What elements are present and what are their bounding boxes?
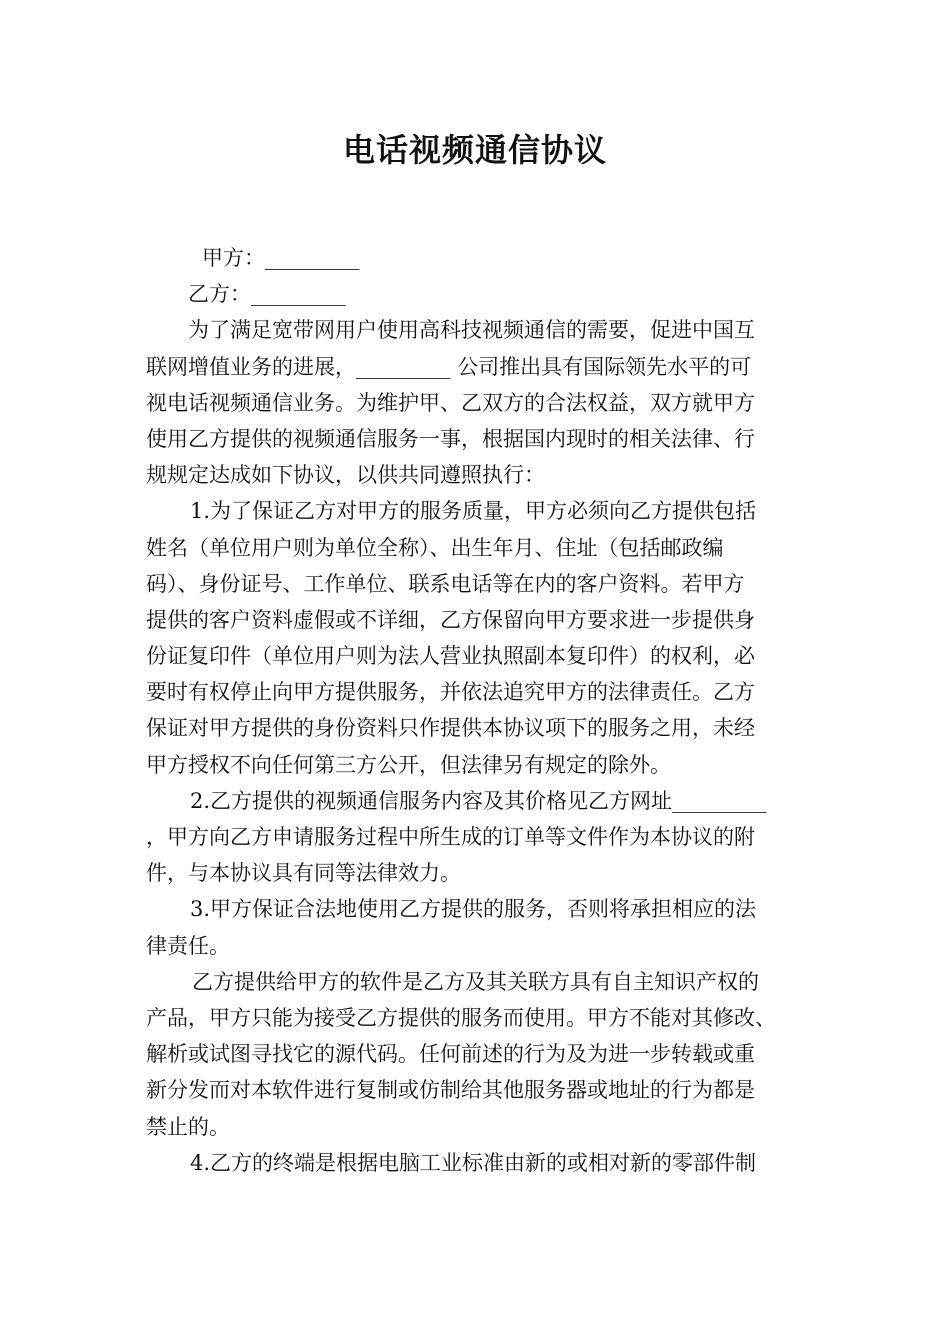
paragraph-line: 使用乙方提供的视频通信服务一事，根据国内现时的相关法律、行	[146, 426, 755, 451]
paragraph-line: 姓名（单位用户则为单位全称）、出生年月、住址（包括邮政编	[146, 535, 724, 560]
paragraph-line: 新分发而对本软件进行复制或仿制给其他服务器或地址的行为都是	[146, 1078, 755, 1103]
paragraph-line: 保证对甲方提供的身份资料只作提供本协议项下的服务之用，未经	[146, 716, 755, 741]
document-body	[146, 240, 810, 1181]
clause-2-line: 2.乙方提供的视频通信服务内容及其价格见乙方网址_________	[190, 788, 767, 813]
paragraph-line: 律责任。	[146, 933, 230, 958]
paragraph-line: 件，与本协议具有同等法律效力。	[146, 861, 461, 886]
paragraph-line: 规规定达成如下协议，以供共同遵照执行：	[146, 463, 545, 488]
paragraph-line: 份证复印件（单位用户则为法人营业执照副本复印件）的权利，必	[146, 644, 755, 669]
party-a-line: 甲方：_________	[202, 246, 360, 270]
clause-4-line: 4.乙方的终端是根据电脑工业标准由新的或相对新的零部件制	[190, 1150, 757, 1175]
paragraph-line: 码）、身份证号、工作单位、联系电话等在内的客户资料。若甲方	[146, 571, 745, 596]
paragraph-line: 要时有权停止向甲方提供服务，并依法追究甲方的法律责任。乙方	[146, 680, 755, 705]
paragraph-line: 产品，甲方只能为接受乙方提供的服务而使用。甲方不能对其修改、	[146, 1005, 776, 1030]
clause-3-line: 3.甲方保证合法地使用乙方提供的服务，否则将承担相应的法	[190, 897, 757, 922]
paragraph-line: 乙方提供给甲方的软件是乙方及其关联方具有自主知识产权的	[192, 969, 759, 994]
clause-1-line: 1.为了保证乙方对甲方的服务质量，甲方必须向乙方提供包括	[190, 499, 757, 524]
paragraph-line: 视电话视频通信业务。为维护甲、乙双方的合法权益，双方就甲方	[146, 390, 755, 415]
paragraph-line: 禁止的。	[146, 1114, 230, 1139]
paragraph-line: 为了满足宽带网用户使用高科技视频通信的需要，促进中国互	[188, 318, 755, 343]
paragraph-line: ，甲方向乙方申请服务过程中所生成的订单等文件作为本协议的附	[146, 825, 755, 849]
party-b-line: 乙方：_________	[188, 282, 346, 307]
paragraph-line: 甲方授权不向任何第三方公开，但法律另有规定的除外。	[146, 752, 671, 777]
paragraph-line: 解析或试图寻找它的源代码。任何前述的行为及为进一步转载或重	[146, 1042, 755, 1067]
paragraph-line: 联网增值业务的进展，_________ 公司推出具有国际领先水平的可	[146, 354, 752, 379]
paragraph-line: 提供的客户资料虚假或不详细，乙方保留向甲方要求进一步提供身	[146, 607, 755, 632]
page-title: 电话视频通信协议	[342, 131, 607, 169]
